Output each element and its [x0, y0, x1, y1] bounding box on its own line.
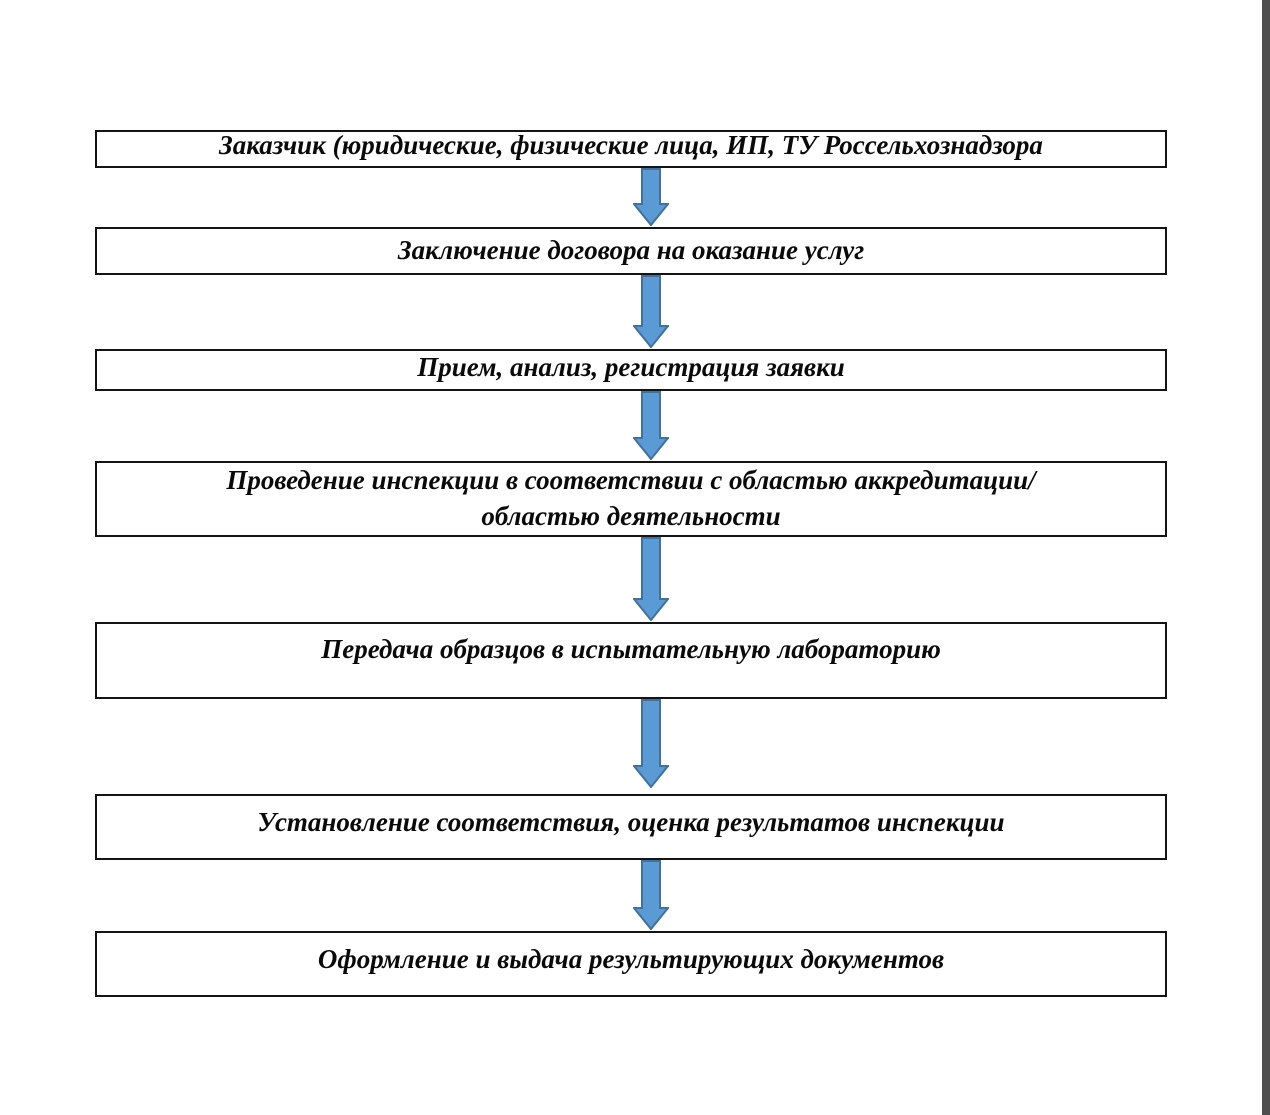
- flow-arrow-4: [633, 537, 669, 621]
- flow-step-label: Оформление и выдача результирующих документов: [317, 944, 945, 974]
- flow-arrow-6: [633, 860, 669, 930]
- flow-step-label: Заказчик (юридические, физические лица, ИП, ТУ Россельхознадзора: [219, 130, 1043, 161]
- down-arrow-icon: [633, 537, 669, 621]
- down-arrow-icon: [633, 275, 669, 348]
- flow-step-documents: [95, 931, 1167, 997]
- flow-step-application: [95, 349, 1167, 391]
- flow-step-evaluation: [95, 794, 1167, 860]
- flow-step-contract: [95, 227, 1167, 275]
- down-arrow-icon: [633, 860, 669, 930]
- flow-step-label: Установление соответствия, оценка результатов инспекции: [257, 807, 1005, 837]
- flow-step-customer: [95, 130, 1167, 168]
- window-edge: [1262, 0, 1270, 1115]
- flow-step-label: Прием, анализ, регистрация заявки: [417, 352, 845, 383]
- flow-arrow-5: [633, 699, 669, 788]
- down-arrow-icon: [633, 391, 669, 460]
- flow-step-label: Проведение инспекции в соответствии с областью аккредитации/областью деятельности: [226, 465, 1036, 531]
- down-arrow-icon: [633, 699, 669, 788]
- down-arrow-icon: [633, 168, 669, 226]
- flow-step-inspection: [95, 461, 1167, 537]
- flow-arrow-1: [633, 168, 669, 226]
- flow-arrow-2: [633, 275, 669, 348]
- flow-step-label: Передача образцов в испытательную лабораторию: [321, 634, 941, 664]
- flow-arrow-3: [633, 391, 669, 460]
- flow-step-label: Заключение договора на оказание услуг: [397, 235, 865, 266]
- flow-step-samples: [95, 622, 1167, 699]
